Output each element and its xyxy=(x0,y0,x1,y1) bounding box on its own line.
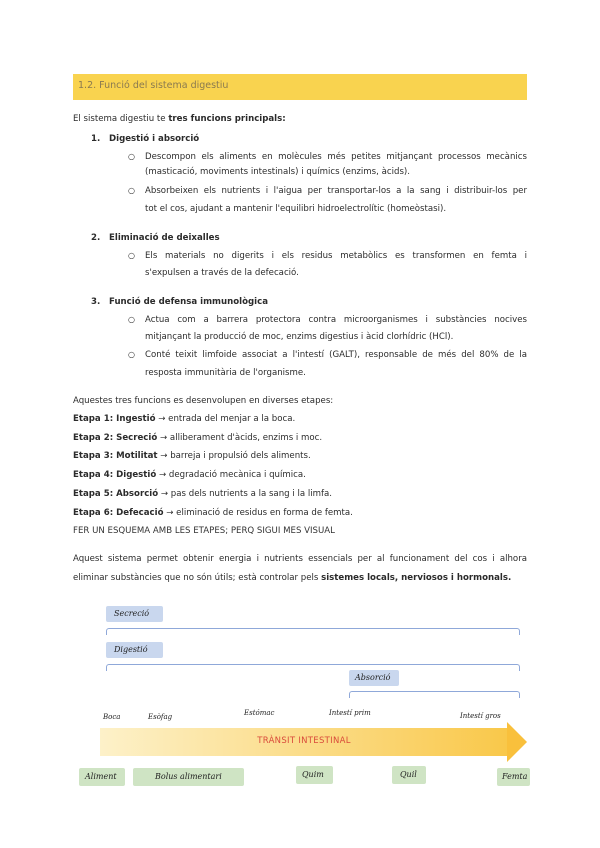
function-2-number: 2. xyxy=(91,233,101,243)
transit-arrow-head-icon xyxy=(507,722,527,762)
function-3-number: 3. xyxy=(91,297,101,307)
state-label: Aliment xyxy=(85,772,117,781)
conclusion-line-2 xyxy=(73,572,511,584)
todo-note: FER UN ESQUEMA AMB LES ETAPES; PERQ SIGUI MES VISUAL xyxy=(73,526,335,536)
function-2-bullet-1-line-1: Els materials no digerits i els residus metabòlics es transformen en femta i xyxy=(145,251,527,261)
stage-2 xyxy=(73,432,322,444)
organ-label: Esòfag xyxy=(148,713,173,721)
section-title: 1.2. Funció del sistema digestiu xyxy=(78,80,229,91)
conclusion-bold: sistemes locals, nerviosos i hormonals. xyxy=(321,573,512,583)
function-2-title: Eliminació de deixalles xyxy=(109,233,220,243)
organ-label: Intestí gros xyxy=(460,712,501,720)
intro-bold: tres funcions principals: xyxy=(168,114,286,124)
organ-label: Intestí prim xyxy=(329,709,371,717)
state-label: Femta xyxy=(502,772,528,781)
function-3-bullet-2-line-2: resposta immunitària de l'organisme. xyxy=(145,368,306,378)
absorcio-bracket xyxy=(349,691,520,698)
function-3-bullet-1-line-2: mitjançant la producció de moc, enzims digestius i àcid clorhídric (HCl). xyxy=(145,332,454,342)
stage-label: Etapa 3: Motilitat xyxy=(73,451,158,461)
state-label: Bolus alimentari xyxy=(155,772,222,781)
function-1-bullet-1-line-1: Descompon els aliments en molècules més petites mitjançant processos mecànics xyxy=(145,152,527,162)
stage-4 xyxy=(73,469,306,481)
function-1-bullet-2-line-2: tot el cos, ajudant a mantenir l'equilibri hidroelectrolític (homeòstasi). xyxy=(145,204,447,214)
stage-label: Etapa 2: Secreció xyxy=(73,433,158,443)
function-1-number: 1. xyxy=(91,134,101,144)
bullet-circle-icon: ○ xyxy=(128,186,135,195)
intro-paragraph xyxy=(73,113,286,125)
function-1-bullet-1-line-2: (masticació, moviments intestinals) i químics (enzims, àcids). xyxy=(145,167,411,177)
stage-label: Etapa 1: Ingestió xyxy=(73,414,156,424)
state-label: Quim xyxy=(302,770,324,779)
transit-label: TRÀNSIT INTESTINAL xyxy=(257,736,351,746)
stage-label: Etapa 5: Absorció xyxy=(73,489,159,499)
stage-desc: → degradació mecànica i química. xyxy=(156,470,306,480)
function-1-bullet-2-line-1: Absorbeixen els nutrients i l'aigua per transportar-los a la sang i distribuir-los per xyxy=(145,186,527,196)
digestio-bracket xyxy=(106,664,520,671)
absorcio-label: Absorció xyxy=(355,673,391,682)
secrecio-bracket xyxy=(106,628,520,635)
function-1-title: Digestió i absorció xyxy=(109,134,200,144)
function-3-bullet-1-line-1: Actua com a barrera protectora contra microorganismes i substàncies nocives xyxy=(145,315,527,325)
bullet-circle-icon: ○ xyxy=(128,152,135,161)
bullet-circle-icon: ○ xyxy=(128,251,135,260)
function-3-title: Funció de defensa immunològica xyxy=(109,297,268,307)
secrecio-label: Secreció xyxy=(114,609,150,618)
stage-label: Etapa 4: Digestió xyxy=(73,470,157,480)
stage-5 xyxy=(73,488,332,500)
stage-desc: → pas dels nutrients a la sang i la limfa. xyxy=(158,489,333,499)
bullet-circle-icon: ○ xyxy=(128,350,135,359)
conclusion-line-1: Aquest sistema permet obtenir energia i nutrients essencials per al funcionament del cos i alhora xyxy=(73,554,527,564)
section-heading xyxy=(73,74,527,100)
stage-desc: → alliberament d'àcids, enzims i moc. xyxy=(157,433,323,443)
stages-intro: Aquestes tres funcions es desenvolupen en diverses etapes: xyxy=(73,396,334,406)
organ-label: Estómac xyxy=(244,709,275,717)
state-label: Quil xyxy=(400,770,417,779)
stage-label: Etapa 6: Defecació xyxy=(73,508,164,518)
function-3-bullet-2-line-1: Conté teixit limfoide associat a l'intestí (GALT), responsable de més del 80% de la xyxy=(145,350,527,360)
stage-3 xyxy=(73,450,311,462)
stage-6 xyxy=(73,507,353,519)
stage-desc: → eliminació de residus en forma de femta. xyxy=(163,508,353,518)
stage-1 xyxy=(73,413,295,425)
function-2-bullet-1-line-2: s'expulsen a través de la defecació. xyxy=(145,268,299,278)
stage-desc: → entrada del menjar a la boca. xyxy=(155,414,296,424)
bullet-circle-icon: ○ xyxy=(128,315,135,324)
digestio-label: Digestió xyxy=(114,645,148,654)
intro-text: El sistema digestiu te xyxy=(73,114,169,124)
conclusion-text: eliminar substàncies que no són útils; està controlar pels xyxy=(73,573,322,583)
organ-label: Boca xyxy=(103,713,121,721)
stage-desc: → barreja i propulsió dels aliments. xyxy=(157,451,311,461)
